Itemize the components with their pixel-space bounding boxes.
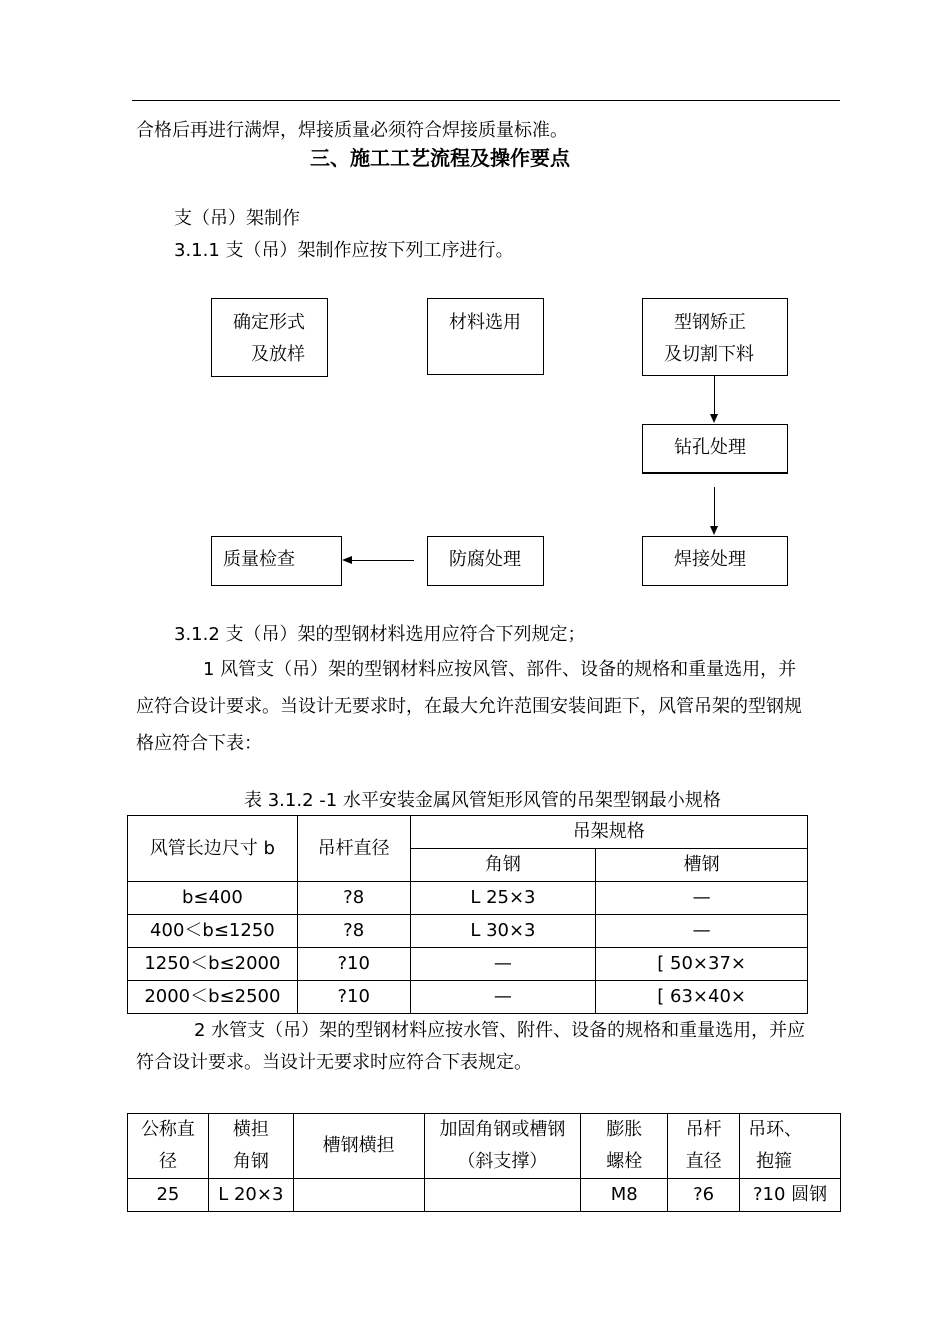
table-cell: ?8 — [297, 915, 410, 948]
table-row — [128, 915, 808, 948]
table2-header-nominal-diameter-line2: 径 — [158, 1151, 177, 1172]
flow-box-anticorrosion — [427, 536, 544, 586]
table2-header-ring-clamp-line1: 吊环、 — [748, 1119, 803, 1140]
table2-header-reinforcement-line2: （斜支撑） — [457, 1151, 548, 1172]
table1-header-channel-steel: 槽钢 — [596, 849, 808, 882]
flow-box-quality-check-label: 质量检查 — [223, 549, 295, 570]
flow-arrow-down-2-icon — [710, 526, 718, 535]
flow-connector-2 — [714, 487, 715, 527]
table1-header-rod-diameter: 吊杆直径 — [297, 816, 410, 882]
table2-header-reinforcement-line1: 加固角钢或槽钢 — [439, 1119, 566, 1140]
table2-header-angle-crossarm — [208, 1114, 293, 1179]
flow-box-straighten-cut — [642, 298, 788, 376]
section-title: 三、施工工艺流程及操作要点 — [310, 146, 570, 170]
flow-box-material-selection-label: 材料选用 — [449, 312, 521, 333]
table-cell: L 25×3 — [410, 882, 596, 915]
flow-box-form-layout-line1: 确定形式 — [233, 312, 305, 333]
table1-header-duct-size: 风管长边尺寸 b — [128, 816, 298, 882]
flow-box-drilling — [642, 424, 788, 474]
header-rule — [132, 100, 840, 101]
table2-header-ring-clamp — [740, 1114, 841, 1179]
para1-line3: 格应符合下表： — [136, 733, 262, 754]
table-cell — [424, 1179, 581, 1212]
flow-box-material-selection — [427, 298, 544, 375]
table2-header-nominal-diameter — [128, 1114, 209, 1179]
table-pipe-hanger-specs — [127, 1113, 841, 1212]
table-cell — [293, 1179, 424, 1212]
table-row — [128, 981, 808, 1014]
table-cell: L 30×3 — [410, 915, 596, 948]
table-cell: M8 — [581, 1179, 668, 1212]
para1-line1: 1 风管支（吊）架的型钢材料应按风管、部件、设备的规格和重量选用，并 — [203, 659, 797, 680]
table-cell: 1250＜b≤2000 — [128, 948, 298, 981]
table-duct-hanger-specs — [127, 815, 808, 1014]
table2-header-expansion-bolt — [581, 1114, 668, 1179]
table-cell: 25 — [128, 1179, 209, 1212]
table-cell: ?10 — [297, 948, 410, 981]
flow-box-welding-label: 焊接处理 — [674, 549, 746, 570]
table2-header-angle-crossarm-line2: 角钢 — [232, 1151, 269, 1172]
table-cell: — — [410, 948, 596, 981]
flow-box-welding — [642, 536, 788, 586]
flow-connector-3 — [351, 560, 414, 561]
sub-title: 支（吊）架制作 — [174, 208, 300, 229]
flow-box-straighten-cut-line1: 型钢矫正 — [674, 312, 746, 333]
table-cell: ?6 — [668, 1179, 740, 1212]
table-row — [128, 1179, 841, 1212]
table-cell: ?10 — [297, 981, 410, 1014]
table-row — [128, 948, 808, 981]
table-cell: ?10 圆钢 — [740, 1179, 841, 1212]
para2-line1: 2 水管支（吊）架的型钢材料应按水管、附件、设备的规格和重量选用，并应 — [194, 1020, 806, 1041]
table-cell: — — [596, 882, 808, 915]
flow-box-drilling-label: 钻孔处理 — [674, 437, 746, 458]
table2-header-rod-diameter-line2: 直径 — [685, 1151, 722, 1172]
table1-caption: 表 3.1.2 -1 水平安装金属风管矩形风管的吊架型钢最小规格 — [244, 790, 721, 811]
table-cell: [ 63×40× — [596, 981, 808, 1014]
table2-header-ring-clamp-line2: 抱箍 — [756, 1151, 793, 1172]
table-cell: 2000＜b≤2500 — [128, 981, 298, 1014]
table-cell: L 20×3 — [208, 1179, 293, 1212]
table1-header-angle-steel: 角钢 — [410, 849, 596, 882]
flow-arrow-down-1-icon — [710, 414, 718, 423]
table2-header-expansion-bolt-line2: 螺栓 — [606, 1151, 643, 1172]
clause-3-1-1: 3.1.1 支（吊）架制作应按下列工序进行。 — [174, 240, 514, 261]
table2-header-expansion-bolt-line1: 膨胀 — [606, 1119, 643, 1140]
flow-box-quality-check — [211, 536, 342, 586]
flow-arrow-left-icon — [342, 556, 352, 564]
table-row — [128, 882, 808, 915]
table2-header-channel-crossarm: 槽钢横担 — [293, 1114, 424, 1179]
flow-box-straighten-cut-line2: 及切割下料 — [664, 344, 754, 365]
para1-line2: 应符合设计要求。当设计无要求时，在最大允许范围安装间距下，风管吊架的型钢规 — [136, 696, 802, 717]
table-cell: ?8 — [297, 882, 410, 915]
flow-connector-1 — [714, 376, 715, 415]
table-cell: b≤400 — [128, 882, 298, 915]
table2-header-angle-crossarm-line1: 横担 — [232, 1119, 269, 1140]
intro-line: 合格后再进行满焊，焊接质量必须符合焊接质量标准。 — [136, 120, 568, 141]
flow-box-form-layout-line2: 及放样 — [251, 344, 305, 365]
table-cell: [ 50×37× — [596, 948, 808, 981]
table-cell: 400＜b≤1250 — [128, 915, 298, 948]
clause-3-1-2: 3.1.2 支（吊）架的型钢材料选用应符合下列规定； — [174, 624, 586, 645]
flow-box-anticorrosion-label: 防腐处理 — [449, 549, 521, 570]
table2-header-nominal-diameter-line1: 公称直 — [140, 1119, 195, 1140]
table2-header-rod-diameter-line1: 吊杆 — [685, 1119, 722, 1140]
para2-line2: 符合设计要求。当设计无要求时应符合下表规定。 — [136, 1052, 532, 1073]
table-cell: — — [410, 981, 596, 1014]
table2-header-reinforcement — [424, 1114, 581, 1179]
table-cell: — — [596, 915, 808, 948]
table1-header-hanger-spec: 吊架规格 — [410, 816, 807, 849]
table2-header-rod-diameter — [668, 1114, 740, 1179]
flow-box-form-layout — [211, 298, 328, 377]
